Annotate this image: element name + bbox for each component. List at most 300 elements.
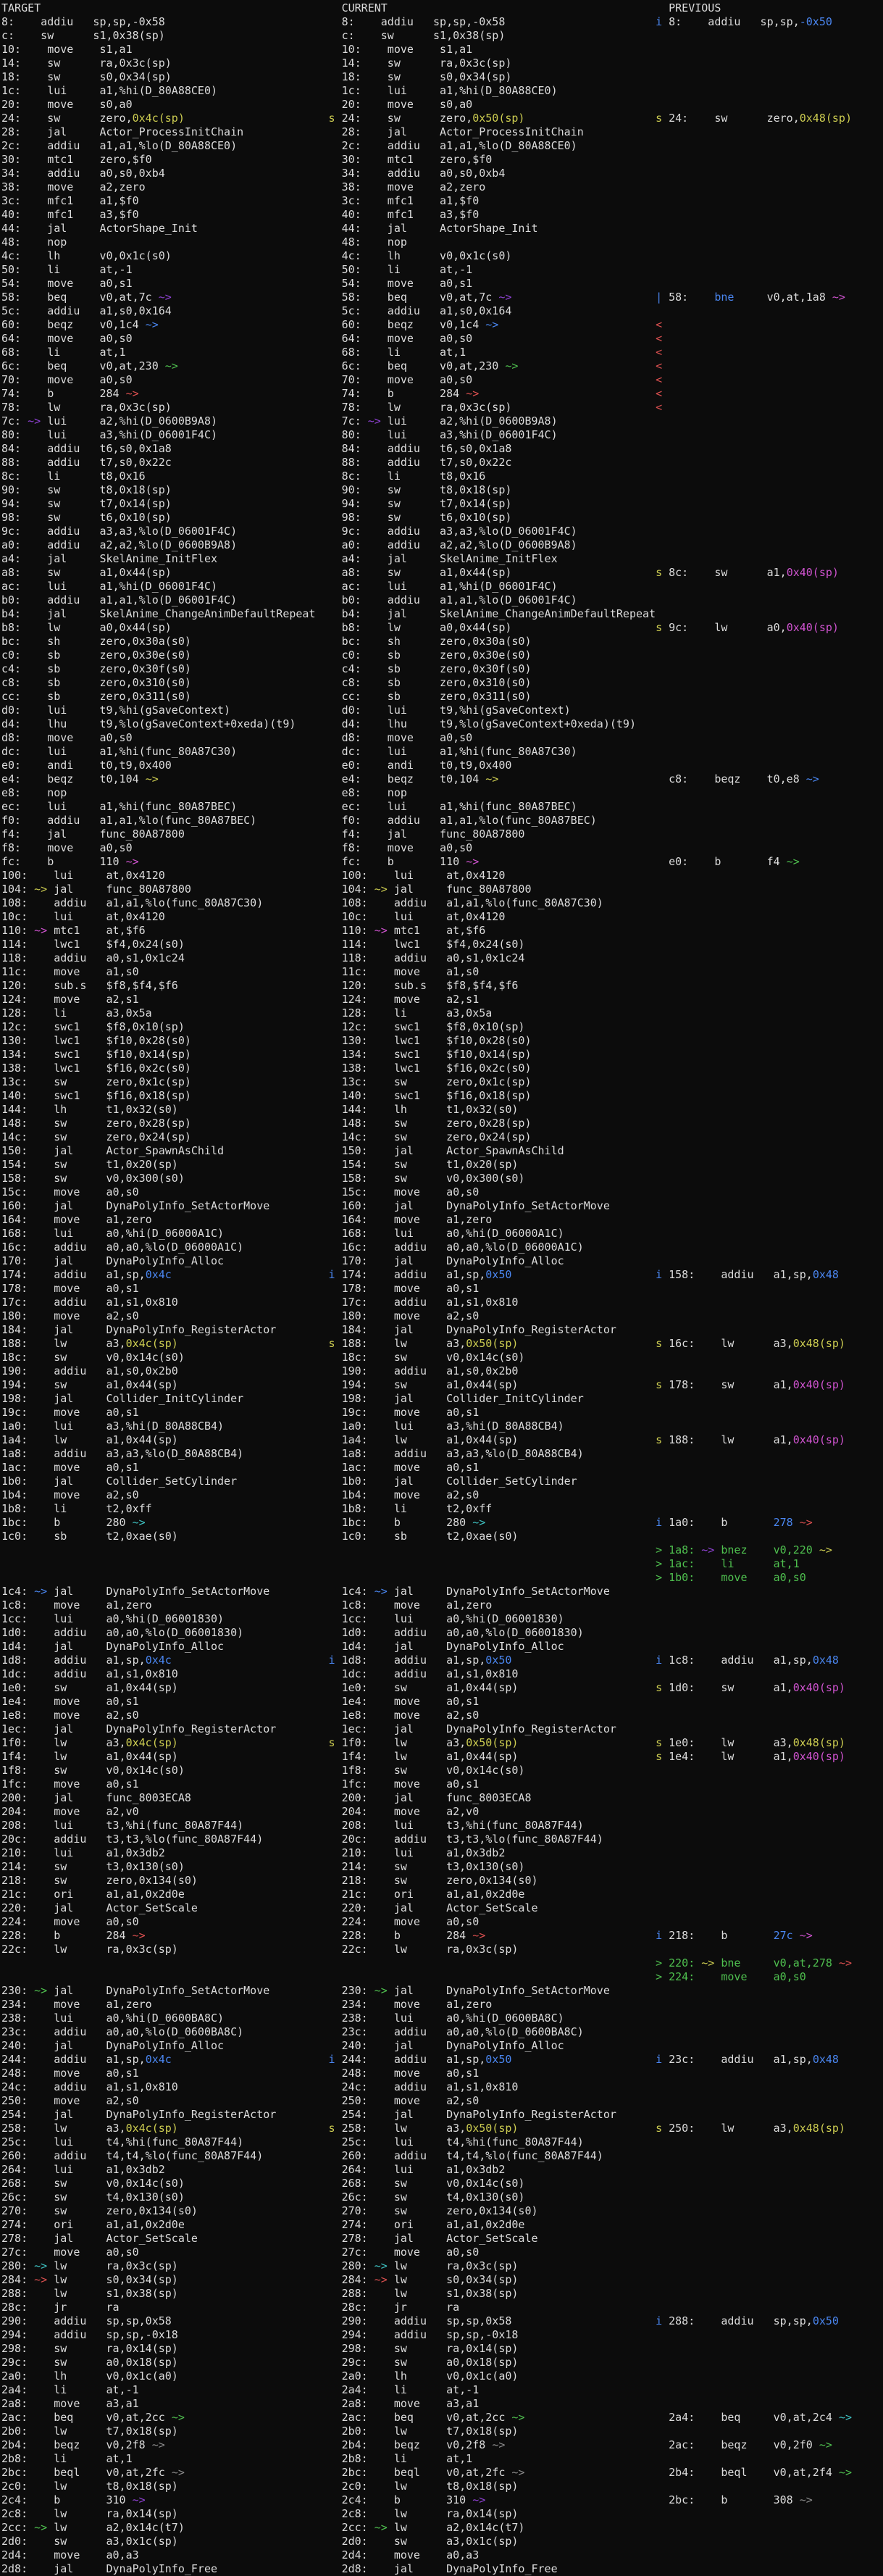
asm-line: [1, 1034, 883, 1048]
asm-line: [1, 1984, 883, 1998]
asm-line: [1, 1337, 883, 1351]
current-cell: 260: addiu t4,t4,%lo(func_80A87F44): [341, 2149, 603, 2162]
asm-line: [1, 1998, 883, 2012]
asm-line: [1, 1048, 883, 1062]
current-cell: 290: addiu sp,sp,0x58: [341, 2314, 512, 2327]
current-cell: 128: li a3,0x5a: [341, 1006, 493, 1020]
current-cell: 9c: addiu a3,a3,%lo(D_06001F4C): [341, 525, 577, 538]
current-cell: 17c: addiu a1,s1,0x810: [341, 1296, 519, 1309]
current-cell: 264: lui a1,0x3db2: [341, 2163, 506, 2176]
target-cell: 38: move a2,zero: [1, 180, 146, 193]
current-cell: 1f4: lw a1,0x44(sp): [341, 1750, 519, 1763]
previous-cell: i 1c8: addiu a1,sp,0x48: [656, 1654, 839, 1667]
target-cell: bc: sh zero,0x30a(s0): [1, 635, 191, 648]
current-cell: 208: lui t3,%hi(func_80A87F44): [341, 1819, 584, 1832]
current-cell: 2ac: beq v0,at,2cc ~>: [341, 2411, 525, 2424]
target-cell: 2a4: li at,-1: [1, 2383, 139, 2396]
current-cell: 194: sw a1,0x44(sp): [341, 1378, 519, 1391]
current-cell: 1f8: sw v0,0x14c(s0): [341, 1764, 525, 1777]
target-cell: 40: mfc1 a3,$f0: [1, 208, 139, 221]
previous-cell: <: [656, 346, 663, 359]
current-cell: 1d4: jal DynaPolyInfo_Alloc: [341, 1640, 564, 1653]
current-cell: 21c: ori a1,a1,0x2d0e: [341, 1888, 525, 1901]
asm-line: [1, 676, 883, 690]
asm-line: [1, 1296, 883, 1309]
target-cell: c4: sb zero,0x30f(s0): [1, 662, 191, 675]
target-cell: 1d0: addiu a0,a0,%lo(D_06001830): [1, 1626, 244, 1639]
target-cell: 144: lh t1,0x32(s0): [1, 1103, 178, 1116]
target-cell: 60: beqz v0,1c4 ~>: [1, 318, 159, 331]
previous-cell: | 58: bne v0,at,1a8 ~>: [656, 291, 845, 304]
target-cell: 29c: sw a0,0x18(sp): [1, 2356, 178, 2369]
target-cell: 128: li a3,0x5a: [1, 1006, 152, 1020]
target-cell: 20c: addiu t3,t3,%lo(func_80A87F44): [1, 1833, 264, 1846]
asm-line: [1, 1158, 883, 1172]
target-cell: 24c: addiu a1,s1,0x810: [1, 2080, 178, 2093]
asm-line: [1, 263, 883, 277]
current-cell: 2d4: move a0,a3: [341, 2548, 480, 2562]
target-cell: 30: mtc1 zero,$f0: [1, 153, 152, 166]
asm-line: [1, 112, 883, 125]
current-cell: 138: lwc1 $f16,0x2c(s0): [341, 1062, 532, 1075]
current-cell: ac: lui a1,%hi(D_06001F4C): [341, 580, 558, 593]
target-cell: cc: sb zero,0x311(s0): [1, 690, 191, 703]
current-cell: 98: sw t6,0x10(sp): [341, 511, 512, 524]
asm-line: [1, 1378, 883, 1392]
current-cell: 158: sw v0,0x300(s0): [341, 1172, 525, 1185]
current-cell: 278: jal Actor_SetScale: [341, 2232, 538, 2245]
current-cell: 288: lw s1,0x38(sp): [341, 2287, 519, 2300]
current-cell: 2bc: beql v0,at,2fc ~>: [341, 2466, 525, 2479]
current-cell: 84: addiu t6,s0,0x1a8: [341, 442, 512, 455]
current-cell: 20: move s0,a0: [341, 98, 473, 111]
current-cell: 70: move a0,s0: [341, 373, 473, 386]
target-cell: 124: move a2,s1: [1, 993, 139, 1006]
target-cell: 98: sw t6,0x10(sp): [1, 511, 172, 524]
target-cell: 1e4: move a0,s1: [1, 1695, 139, 1708]
asm-line: [1, 2507, 883, 2521]
asm-line: [1, 1185, 883, 1199]
current-cell: 78: lw ra,0x3c(sp): [341, 401, 512, 414]
asm-line: [1, 580, 883, 593]
target-cell: 44: jal ActorShape_Init: [1, 222, 198, 235]
current-cell: 198: jal Collider_InitCylinder: [341, 1392, 584, 1405]
asm-line: [1, 841, 883, 855]
asm-line: [1, 525, 883, 538]
current-cell: 24c: addiu a1,s1,0x810: [341, 2080, 519, 2093]
current-cell: 108: addiu a1,a1,%lo(func_80A87C30): [341, 896, 603, 909]
asm-line: [1, 2328, 883, 2342]
asm-line: [1, 332, 883, 346]
target-cell: d4: lhu t9,%lo(gSaveContext+0xeda)(t9): [1, 717, 296, 730]
current-cell: 100: lui at,0x4120: [341, 869, 506, 882]
target-cell: 158: sw v0,0x300(s0): [1, 1172, 185, 1185]
previous-cell: i 158: addiu a1,sp,0x48: [656, 1268, 839, 1281]
target-cell: 64: move a0,s0: [1, 332, 133, 345]
current-cell: 90: sw t8,0x18(sp): [341, 483, 512, 496]
asm-line: [1, 1543, 883, 1557]
current-cell: 14: sw ra,0x3c(sp): [341, 57, 512, 70]
previous-cell: i 8: addiu sp,sp,-0x50: [656, 15, 832, 28]
asm-line: [1, 1433, 883, 1447]
target-cell: 204: move a2,v0: [1, 1805, 139, 1818]
previous-cell: 2bc: b 308 ~>: [656, 2493, 813, 2506]
asm-line: [1, 43, 883, 57]
current-cell: 26c: sw t4,0x130(s0): [341, 2191, 525, 2204]
asm-line: [1, 222, 883, 235]
current-cell: 254: jal DynaPolyInfo_RegisterActor: [341, 2108, 616, 2121]
asm-line: [1, 1461, 883, 1475]
asm-line: [1, 1241, 883, 1254]
target-cell: 198: jal Collider_InitCylinder: [1, 1392, 244, 1405]
asm-line: [1, 2438, 883, 2452]
current-cell: 88: addiu t7,s0,0x22c: [341, 456, 512, 469]
asm-line: [1, 1020, 883, 1034]
target-cell: 1ec: jal DynaPolyInfo_RegisterActor: [1, 1722, 277, 1735]
current-cell: 240: jal DynaPolyInfo_Alloc: [341, 2039, 564, 2052]
current-cell: 28: jal Actor_ProcessInitChain: [341, 125, 584, 138]
asm-line: [1, 855, 883, 869]
target-cell: 9c: addiu a3,a3,%lo(D_06001F4C): [1, 525, 238, 538]
target-cell: 1c0: sb t2,0xae(s0): [1, 1530, 178, 1543]
current-cell: cc: sb zero,0x311(s0): [341, 690, 532, 703]
asm-line: [1, 1309, 883, 1323]
target-cell: 2ac: beq v0,at,2cc ~>: [1, 2411, 185, 2424]
asm-line: [1, 1502, 883, 1516]
target-cell: 3c: mfc1 a1,$f0: [1, 194, 139, 207]
asm-line: [1, 442, 883, 456]
asm-line: [1, 291, 883, 304]
previous-cell: <: [656, 332, 663, 345]
asm-line: [1, 1557, 883, 1571]
current-cell: 1fc: move a0,s1: [341, 1777, 480, 1791]
asm-line: [1, 2383, 883, 2397]
target-cell: 2c8: lw ra,0x14(sp): [1, 2507, 178, 2520]
current-cell: 1a4: lw a1,0x44(sp): [341, 1433, 519, 1446]
target-cell: ac: lui a1,%hi(D_06001F4C): [1, 580, 218, 593]
target-cell: 184: jal DynaPolyInfo_RegisterActor: [1, 1323, 277, 1336]
target-cell: a0: addiu a2,a2,%lo(D_0600B9A8): [1, 538, 238, 551]
previous-cell: e0: b f4 ~>: [656, 855, 800, 868]
target-cell: 1c4: ~> jal DynaPolyInfo_SetActorMove: [1, 1585, 270, 1598]
target-cell: 70: move a0,s0: [1, 373, 133, 386]
current-cell: 2c: addiu a1,a1,%lo(D_80A88CE0): [341, 139, 577, 152]
current-cell: 1d0: addiu a0,a0,%lo(D_06001830): [341, 1626, 584, 1639]
asm-line: [1, 153, 883, 167]
current-cell: 250: move a2,s0: [341, 2094, 480, 2107]
column-headers: [1, 1, 883, 15]
target-cell: 154: sw t1,0x20(sp): [1, 1158, 178, 1171]
current-cell: 14c: sw zero,0x24(sp): [341, 1130, 532, 1143]
current-cell: 74: b 284 ~>: [341, 387, 480, 400]
current-cell: 154: sw t1,0x20(sp): [341, 1158, 519, 1171]
target-cell: 1e0: sw a1,0x44(sp): [1, 1681, 178, 1694]
current-cell: 148: sw zero,0x28(sp): [341, 1117, 532, 1130]
current-cell: s 188: lw a3,0x50(sp): [328, 1337, 519, 1350]
asm-line: [1, 690, 883, 704]
asm-line: [1, 1888, 883, 1901]
current-cell: b4: jal SkelAnime_ChangeAnimDefaultRepeat: [341, 607, 656, 620]
asm-line: [1, 2369, 883, 2383]
asm-line: [1, 2122, 883, 2135]
current-cell: i 174: addiu a1,sp,0x50: [328, 1268, 512, 1281]
target-cell: 84: addiu t6,s0,0x1a8: [1, 442, 172, 455]
asm-line: [1, 1819, 883, 1833]
current-cell: 8c: li t8,0x16: [341, 470, 486, 483]
current-cell: 1e8: move a2,s0: [341, 1709, 480, 1722]
target-cell: 16c: addiu a0,a0,%lo(D_06000A1C): [1, 1241, 244, 1254]
asm-line: [1, 2493, 883, 2507]
current-cell: 2a4: li at,-1: [341, 2383, 480, 2396]
asm-line: [1, 125, 883, 139]
current-cell: 1b8: li t2,0xff: [341, 1502, 493, 1515]
target-cell: 4c: lh v0,0x1c(s0): [1, 249, 172, 262]
asm-line: [1, 552, 883, 566]
current-cell: 140: swc1 $f16,0x18(sp): [341, 1089, 532, 1102]
asm-line: [1, 2080, 883, 2094]
current-cell: 268: sw v0,0x14c(s0): [341, 2177, 525, 2190]
current-cell: 180: move a2,s0: [341, 1309, 480, 1322]
target-cell: 12c: swc1 $f8,0x10(sp): [1, 1020, 185, 1033]
current-cell: 224: move a0,s0: [341, 1915, 480, 1928]
asm-line: [1, 1144, 883, 1158]
target-cell: 210: lui a1,0x3db2: [1, 1846, 165, 1859]
target-cell: 1c8: move a1,zero: [1, 1598, 152, 1612]
asm-line: [1, 1764, 883, 1777]
asm-line: [1, 84, 883, 98]
asm-line: [1, 745, 883, 759]
target-cell: 298: sw ra,0x14(sp): [1, 2342, 178, 2355]
asm-line: [1, 1571, 883, 1585]
target-cell: 1d8: addiu a1,sp,0x4c: [1, 1654, 172, 1667]
current-cell: 270: sw zero,0x134(s0): [341, 2204, 538, 2217]
target-cell: 28: jal Actor_ProcessInitChain: [1, 125, 244, 138]
current-cell: 28c: jr ra: [341, 2301, 460, 2314]
asm-line: [1, 814, 883, 828]
asm-line: [1, 401, 883, 414]
asm-line: [1, 1282, 883, 1296]
asm-line: [1, 979, 883, 993]
target-cell: 1a8: addiu a3,a3,%lo(D_80A88CB4): [1, 1447, 244, 1460]
asm-line: [1, 1447, 883, 1461]
current-cell: 134: swc1 $f10,0x14(sp): [341, 1048, 532, 1061]
current-cell: 2c8: lw ra,0x14(sp): [341, 2507, 519, 2520]
target-cell: dc: lui a1,%hi(func_80A87C30): [1, 745, 238, 758]
current-cell: 210: lui a1,0x3db2: [341, 1846, 506, 1859]
current-cell: 170: jal DynaPolyInfo_Alloc: [341, 1254, 564, 1267]
asm-line: [1, 428, 883, 442]
current-cell: 238: lui a0,%hi(D_0600BA8C): [341, 2012, 564, 2025]
target-cell: 34: addiu a0,s0,0xb4: [1, 167, 165, 180]
current-cell: 2c0: lw t8,0x18(sp): [341, 2480, 519, 2493]
current-cell: d4: lhu t9,%lo(gSaveContext+0xeda)(t9): [341, 717, 636, 730]
target-cell: 140: swc1 $f16,0x18(sp): [1, 1089, 191, 1102]
target-cell: b8: lw a0,0x44(sp): [1, 621, 172, 634]
current-cell: 230: ~> jal DynaPolyInfo_SetActorMove: [341, 1984, 610, 1997]
previous-cell: s 250: lw a3,0x48(sp): [656, 2122, 845, 2135]
asm-line: [1, 2149, 883, 2163]
asm-line: [1, 2259, 883, 2273]
current-cell: 15c: move a0,s0: [341, 1185, 480, 1199]
target-cell: 1b0: jal Collider_SetCylinder: [1, 1475, 238, 1488]
target-cell: 174: addiu a1,sp,0x4c: [1, 1268, 172, 1281]
current-cell: 1c: lui a1,%hi(D_80A88CE0): [341, 84, 558, 97]
current-cell: 25c: lui t4,%hi(func_80A87F44): [341, 2135, 584, 2148]
asm-line: [1, 1268, 883, 1282]
target-cell: 178: move a0,s1: [1, 1282, 139, 1295]
current-cell: s 258: lw a3,0x50(sp): [328, 2122, 519, 2135]
target-cell: 1ac: move a0,s1: [1, 1461, 139, 1474]
asm-line: [1, 1901, 883, 1915]
asm-line: [1, 29, 883, 43]
previous-cell: <: [656, 318, 663, 331]
current-cell: 5c: addiu a1,s0,0x164: [341, 304, 512, 317]
target-cell: 168: lui a0,%hi(D_06000A1C): [1, 1227, 225, 1240]
asm-line: [1, 2425, 883, 2438]
asm-line: [1, 1585, 883, 1598]
asm-line: [1, 2466, 883, 2480]
target-cell: 2a8: move a3,a1: [1, 2397, 139, 2410]
target-cell: 2b0: lw t7,0x18(sp): [1, 2425, 178, 2438]
current-cell: 18c: sw v0,0x14c(s0): [341, 1351, 525, 1364]
target-cell: d0: lui t9,%hi(gSaveContext): [1, 704, 231, 717]
asm-line: [1, 2094, 883, 2108]
asm-line: [1, 1364, 883, 1378]
current-cell: 2d0: sw a3,0x1c(sp): [341, 2535, 519, 2548]
current-cell: c: sw s1,0x38(sp): [341, 29, 506, 42]
current-cell: 23c: addiu a0,a0,%lo(D_0600BA8C): [341, 2025, 584, 2038]
asm-line: [1, 2039, 883, 2053]
previous-cell: s 16c: lw a3,0x48(sp): [656, 1337, 845, 1350]
target-cell: 1c: lui a1,%hi(D_80A88CE0): [1, 84, 218, 97]
target-cell: 218: sw zero,0x134(s0): [1, 1874, 198, 1887]
asm-line: [1, 704, 883, 717]
target-cell: 88: addiu t7,s0,0x22c: [1, 456, 172, 469]
asm-line: [1, 2356, 883, 2369]
asm-line: [1, 717, 883, 731]
asm-line: [1, 2246, 883, 2259]
asm-line: [1, 2053, 883, 2067]
target-cell: 114: lwc1 $f4,0x24(s0): [1, 938, 185, 951]
current-cell: 13c: sw zero,0x1c(sp): [341, 1075, 532, 1088]
asm-line: [1, 2411, 883, 2425]
asm-line: [1, 180, 883, 194]
target-cell: 14: sw ra,0x3c(sp): [1, 57, 172, 70]
asm-line: [1, 1323, 883, 1337]
target-cell: e4: beqz t0,104 ~>: [1, 772, 159, 785]
current-cell: 1bc: b 280 ~>: [341, 1516, 486, 1529]
target-cell: 28c: jr ra: [1, 2301, 120, 2314]
asm-line: [1, 1392, 883, 1406]
asm-line: [1, 497, 883, 511]
current-cell: i 1d8: addiu a1,sp,0x50: [328, 1654, 512, 1667]
target-cell: 108: addiu a1,a1,%lo(func_80A87C30): [1, 896, 264, 909]
current-cell: e0: andi t0,t9,0x400: [341, 759, 512, 772]
target-cell: c: sw s1,0x38(sp): [1, 29, 165, 42]
current-cell: 3c: mfc1 a1,$f0: [341, 194, 480, 207]
target-cell: c0: sb zero,0x30e(s0): [1, 649, 191, 662]
current-cell: c4: sb zero,0x30f(s0): [341, 662, 532, 675]
target-cell: 234: move a1,zero: [1, 1998, 152, 2011]
asm-line: [1, 2480, 883, 2493]
target-cell: 1dc: addiu a1,s1,0x810: [1, 1667, 178, 1680]
previous-cell: i 218: b 27c ~>: [656, 1929, 813, 1942]
asm-line: [1, 1062, 883, 1075]
target-cell: 26c: sw t4,0x130(s0): [1, 2191, 185, 2204]
current-cell: 2b8: li at,1: [341, 2452, 473, 2465]
previous-cell: 2ac: beqz v0,2f0 ~>: [656, 2438, 832, 2451]
current-cell: 160: jal DynaPolyInfo_SetActorMove: [341, 1199, 610, 1212]
target-cell: d8: move a0,s0: [1, 731, 133, 744]
previous-cell: <: [656, 373, 663, 386]
target-cell: 160: jal DynaPolyInfo_SetActorMove: [1, 1199, 270, 1212]
target-cell: 2bc: beql v0,at,2fc ~>: [1, 2466, 185, 2479]
asm-line: [1, 1199, 883, 1213]
target-cell: 94: sw t7,0x14(sp): [1, 497, 172, 510]
current-cell: 6c: beq v0,at,230 ~>: [341, 359, 519, 372]
current-cell: bc: sh zero,0x30a(s0): [341, 635, 532, 648]
asm-line: [1, 2273, 883, 2287]
target-cell: 1e8: move a2,s0: [1, 1709, 139, 1722]
previous-cell: <: [656, 401, 663, 414]
asm-line: [1, 70, 883, 84]
asm-line: [1, 828, 883, 841]
asm-line: [1, 359, 883, 373]
asm-line: [1, 938, 883, 951]
asm-line: [1, 662, 883, 676]
current-cell: 204: move a2,v0: [341, 1805, 480, 1818]
current-cell: 12c: swc1 $f8,0x10(sp): [341, 1020, 525, 1033]
target-cell: 190: addiu a1,s0,0x2b0: [1, 1364, 178, 1377]
asm-line: [1, 208, 883, 222]
asm-line: [1, 910, 883, 924]
target-cell: 1d4: jal DynaPolyInfo_Alloc: [1, 1640, 225, 1653]
asm-line: [1, 2535, 883, 2548]
target-cell: 150: jal Actor_SpawnAsChild: [1, 1144, 225, 1157]
target-cell: 274: ori a1,a1,0x2d0e: [1, 2218, 185, 2231]
current-cell: d8: move a0,s0: [341, 731, 473, 744]
asm-line: [1, 2314, 883, 2328]
asm-line: [1, 139, 883, 153]
previous-cell: > 1b0: move a0,s0: [656, 1571, 806, 1584]
current-cell: 40: mfc1 a3,$f0: [341, 208, 480, 221]
target-cell: 22c: lw ra,0x3c(sp): [1, 1943, 178, 1956]
target-cell: 27c: move a0,s0: [1, 2246, 139, 2259]
current-cell: 27c: move a0,s0: [341, 2246, 480, 2259]
current-cell: 58: beq v0,at,7c ~>: [341, 291, 512, 304]
asm-line: [1, 965, 883, 979]
current-cell: 8: addiu sp,sp,-0x58: [341, 15, 506, 28]
asm-line: [1, 1805, 883, 1819]
current-cell: fc: b 110 ~>: [341, 855, 480, 868]
current-cell: 184: jal DynaPolyInfo_RegisterActor: [341, 1323, 616, 1336]
target-cell: 2d8: jal DynaPolyInfo_Free: [1, 2562, 218, 2575]
asm-line: [1, 1874, 883, 1888]
target-cell: 25c: lui t4,%hi(func_80A87F44): [1, 2135, 244, 2148]
current-cell: e8: nop: [341, 786, 407, 799]
target-cell: 74: b 284 ~>: [1, 387, 139, 400]
asm-line: [1, 318, 883, 332]
current-cell: 4c: lh v0,0x1c(s0): [341, 249, 512, 262]
target-cell: f0: addiu a1,a1,%lo(func_80A87BEC): [1, 814, 257, 827]
current-cell: 274: ori a1,a1,0x2d0e: [341, 2218, 525, 2231]
previous-cell: s 1e4: lw a1,0x40(sp): [656, 1750, 845, 1763]
current-column-header: CURRENT: [341, 1, 388, 14]
target-cell: 188: lw a3,0x4c(sp): [1, 1337, 178, 1350]
current-cell: 1ac: move a0,s1: [341, 1461, 480, 1474]
current-cell: 1b4: move a2,s0: [341, 1488, 480, 1501]
asm-line: [1, 786, 883, 800]
